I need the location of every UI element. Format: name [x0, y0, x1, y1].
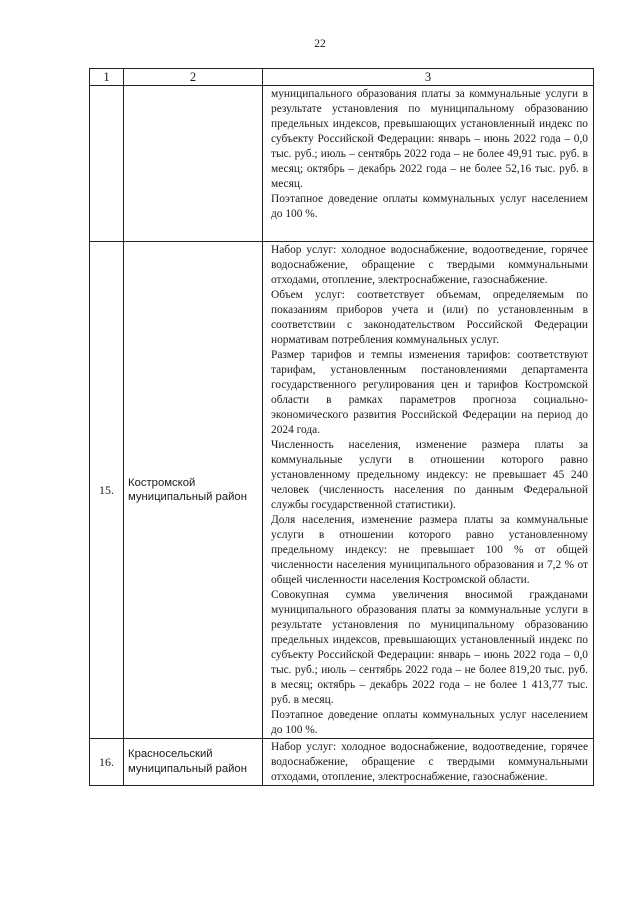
municipality-name: Красносельский муниципальный район — [124, 739, 263, 786]
row-number — [90, 86, 124, 242]
paragraph: Объем услуг: соответствует объемам, определяемым по показаниям приборов учета и (или) по установленным в соответствии с законодательством Российской Федерации нормативам потребления коммунальных услуг. — [271, 289, 588, 346]
row-description — [263, 739, 594, 786]
municipality-name: Костромской муниципальный район — [124, 242, 263, 739]
row-number: 16. — [90, 739, 124, 786]
table-row-continued — [90, 86, 594, 242]
table-row-15 — [90, 242, 594, 739]
header-col-1: 1 — [90, 69, 124, 86]
paragraph: Поэтапное доведение оплаты коммунальных услуг населением до 100 %. — [271, 193, 588, 220]
municipality-name — [124, 86, 263, 242]
paragraph: Размер тарифов и темпы изменения тарифов: соответствуют тарифам, установленным постановлениями департамента государственного регулирования цен и тарифов Костромской области в рамках параметров прогноза социально-экономического развития Российской Федерации на период до 2024 года. — [271, 349, 588, 436]
paragraph: муниципального образования платы за коммунальные услуги в результате установления по муниципальному образованию предельных индексов, превышающих установленный индекс по субъекту Российской Федерации: январь – июнь 2022 года – 0,0 тыс. руб.; июль – сентябрь 2022 года – не более 49,91 тыс. руб. в месяц; октябрь – декабрь 2022 года – не более 52,16 тыс. руб. в месяц. — [271, 88, 588, 190]
row-number: 15. — [90, 242, 124, 739]
paragraph: Численность населения, изменение размера платы за коммунальные услуги в отношении которого равно установленному предельному индексу: не превышает 45 240 человек (численность населения по данным Федеральной службы государственной статистики). — [271, 439, 588, 511]
paragraph: Набор услуг: холодное водоснабжение, водоотведение, горячее водоснабжение, обращение с твердыми коммунальными отходами, отопление, электроснабжение, газоснабжение. — [271, 244, 588, 286]
header-col-2: 2 — [124, 69, 263, 86]
paragraph: Набор услуг: холодное водоснабжение, водоотведение, горячее водоснабжение, обращение с твердыми коммунальными отходами, отопление, электроснабжение, газоснабжение. — [271, 741, 588, 783]
paragraph: Доля населения, изменение размера платы за коммунальные услуги в отношении которого равно установленному предельному индексу: не превышает 100 % от общей численности населения муниципального образования и 7,2 % от общей численности населения Костромской области. — [271, 514, 588, 586]
table-row-16 — [90, 739, 594, 786]
table-header-row — [90, 69, 594, 86]
tariff-table — [89, 68, 594, 786]
page-number: 22 — [314, 38, 326, 50]
header-col-3: 3 — [263, 69, 594, 86]
row-description — [263, 242, 594, 739]
paragraph: Совокупная сумма увеличения вносимой гражданами муниципального образования платы за коммунальные услуги в результате установления по муниципальному образованию предельных индексов, превышающих установленный индекс по субъекту Российской Федерации: январь – июнь 2022 года – 0,0 тыс. руб.; июль – сентябрь 2022 года – не более 819,20 тыс. руб. в месяц; октябрь – декабрь 2022 года – не более 1 413,77 тыс. руб. в месяц. — [271, 589, 588, 706]
row-description — [263, 86, 594, 242]
paragraph: Поэтапное доведение оплаты коммунальных услуг населением до 100 %. — [271, 709, 588, 736]
